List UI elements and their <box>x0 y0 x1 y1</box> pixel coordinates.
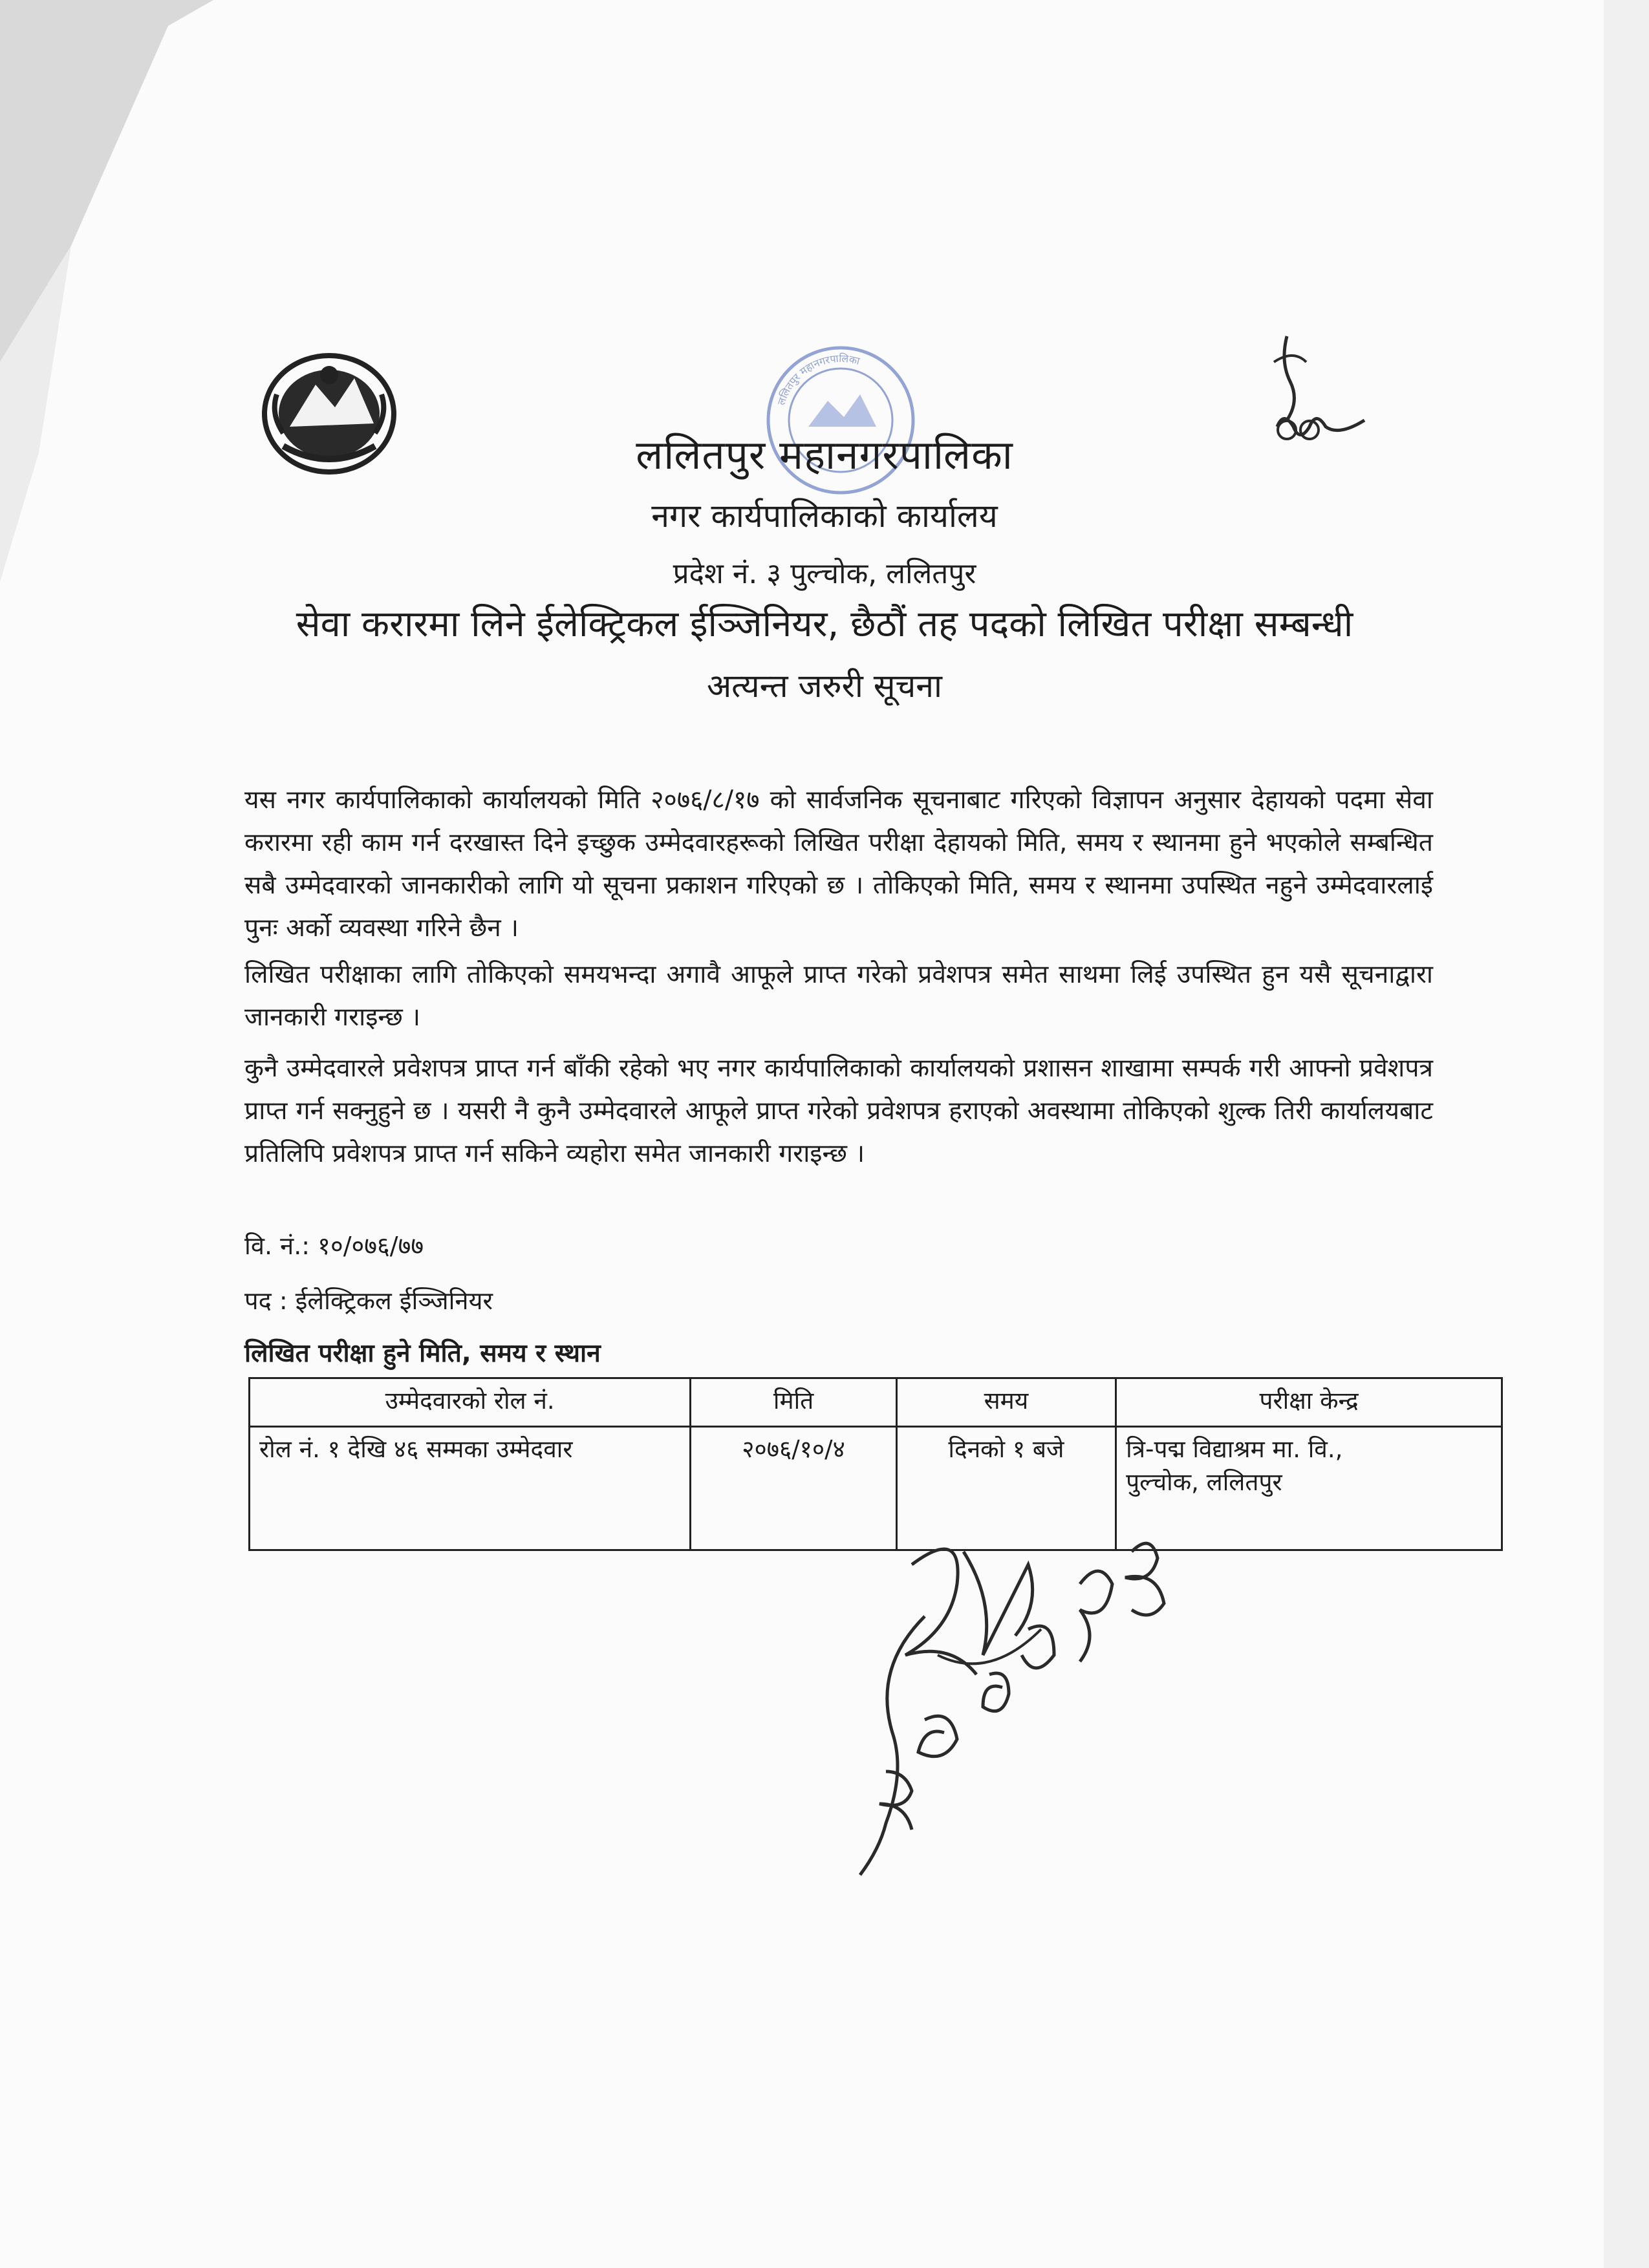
seal-text: ललितपुर महानगरपालिका <box>775 352 861 407</box>
urgent-notice-title: अत्यन्त जरुरी सूचना <box>706 667 943 705</box>
exam-schedule-heading: लिखित परीक्षा हुने मिति, समय र स्थान <box>244 1339 601 1368</box>
office-name: नगर कार्यपालिकाको कार्यालय <box>651 497 998 535</box>
post-title: पद : ईलेक्ट्रिकल ईञ्जिनियर <box>244 1287 493 1315</box>
svg-text:ललितपुर महानगरपालिका <box>775 352 861 407</box>
organization-name: ललितपुर महानगरपालिका <box>636 431 1013 478</box>
reference-number: वि. नं.: १०/०७६/७७ <box>244 1232 424 1260</box>
office-address: प्रदेश नं. ३ पुल्चोक, ललितपुर <box>673 557 976 590</box>
table-header-row <box>250 1378 1502 1427</box>
roll-range-cell: रोल नं. १ देखि ४६ सम्मका उम्मेदवार <box>250 1427 691 1550</box>
notice-subject: सेवा करारमा लिने ईलेक्ट्रिकल ईञ्जिनियर, छैठौं तह पदको लिखित परीक्षा सम्बन्धी <box>296 603 1353 645</box>
column-header-roll: उम्मेदवारको रोल नं. <box>250 1378 691 1427</box>
exam-schedule-table <box>248 1377 1503 1551</box>
exam-time-cell: दिनको १ बजे <box>896 1427 1116 1550</box>
column-header-exam-center: परीक्षा केन्द्र <box>1116 1378 1502 1427</box>
column-header-date: मिति <box>691 1378 896 1427</box>
exam-center-line-1: त्रि-पद्म विद्याश्रम मा. वि., <box>1126 1435 1343 1463</box>
notice-paragraph-1: यस नगर कार्यपालिकाको कार्यालयको मिति २०७६/८/१७ को सार्वजनिक सूचनाबाट गरिएको विज्ञापन अनुसार देहायको पदमा सेवा करारमा रही काम गर्न दरखास्त दिने इच्छुक उम्मेदवारहरूको लिखित परीक्षा देहायको मिति, समय र स्थानमा हुने भएकोले सम्बन्धित सबै उम्मेदवारको जानकारीको लागि यो सूचना प्रकाशन गरिएको छ । तोकिएको मिति, समय र स्थानमा उपस्थित नहुने उम्मेदवारलाई पुनः अर्को व्यवस्था गरिने छैन । <box>244 786 1433 943</box>
exam-date-cell: २०७६/१०/४ <box>691 1427 896 1550</box>
handwritten-signature <box>847 1526 1287 1888</box>
exam-center-line-2: पुल्चोक, ललितपुर <box>1126 1468 1282 1496</box>
notice-paragraph-2: लिखित परीक्षाका लागि तोकिएको समयभन्दा अगावै आफूले प्राप्त गरेको प्रवेशपत्र समेत साथमा लिई उपस्थित हुन यसै सूचनाद्वारा जानकारी गराइन्छ । <box>244 960 1433 1032</box>
notice-paragraph-3: कुनै उम्मेदवारले प्रवेशपत्र प्राप्त गर्न बाँकी रहेको भए नगर कार्यपालिकाको कार्यालयको प्रशासन शाखामा सम्पर्क गरी आफ्नो प्रवेशपत्र प्राप्त गर्न सक्नुहुने छ । यसरी नै कुनै उम्मेदवारले आफूले प्राप्त गरेको प्रवेशपत्र हराएको अवस्थामा तोकिएको शुल्क तिरी कार्यालयबाट प्रतिलिपि प्रवेशपत्र प्राप्त गर्न सकिने व्यहोरा समेत जानकारी गराइन्छ । <box>244 1054 1433 1168</box>
column-header-time: समय <box>896 1378 1116 1427</box>
